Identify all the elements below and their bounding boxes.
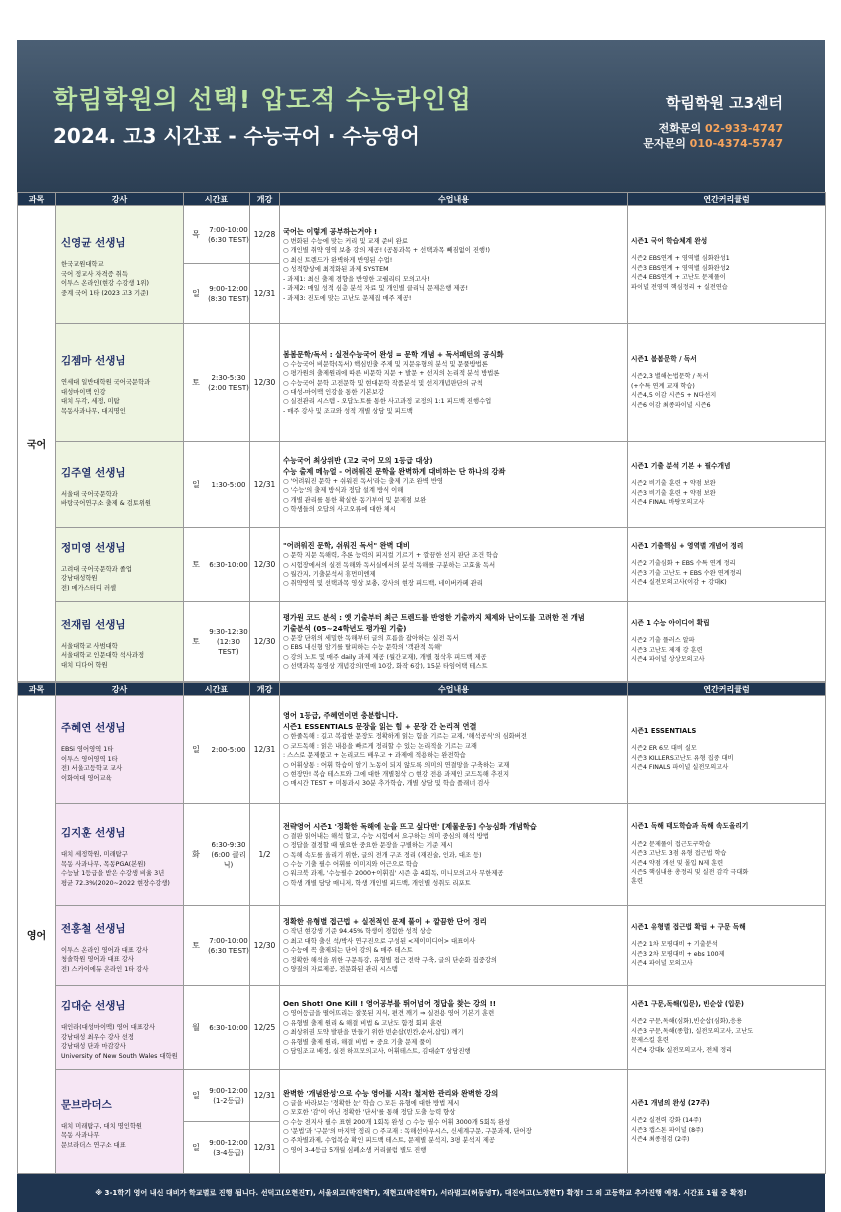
teacher-bio-line: 대성마이맥 인강: [61, 388, 106, 396]
content-line: ○ 실전관리 시스템 - 오답노트를 통한 사고과정 교정의 1:1 피드백 진행수업: [283, 398, 492, 406]
curriculum-line: 시즌4 강대k 실전모의고사, 전체 정리: [631, 1046, 733, 1054]
content-cell: [280, 804, 628, 906]
content-line: ○ 시험장에서의 실전 독해와 독서실에서의 분석 독해를 구분하는 고효율 독서: [283, 561, 496, 569]
content-line: 수능국어 최상위반 (고2 국어 모의 1등급 대상): [283, 455, 433, 465]
day: 월: [192, 1023, 200, 1032]
time-cell: [184, 324, 250, 442]
content-line: - 과제3: 진도에 맞는 고난도 문제집 매주 제공!: [283, 294, 412, 302]
curriculum-line: 시즌1 구문,독해(입문), 빈순삽 (입문): [631, 999, 744, 1008]
footer-notice: ※ 3-1학기 영어 내신 대비가 학교별로 진행 됩니다. 선덕고(오현진T), 서울외고(박진혁T), 재현고(박진혁T), 서라벌고(허동녕T), 대진여고(노정현T) 확정! 그 외 고등학교 추가진행 예정. 시간표 1월 중 확정!: [17, 1174, 825, 1212]
content-line: ○ 현장만! 복습 테스트와 그에 대한 개별첨삭 ○ 현강 전용 과제인 코드독해 추진지: [283, 770, 510, 778]
curriculum-line: 훈련: [631, 878, 643, 886]
curriculum-line: 시즌2 기출심화 + EBS 수특 연계 정리: [631, 560, 736, 568]
day: 일: [192, 480, 200, 489]
curriculum-line: 시즌3 캡스톤 파이널 (8주): [631, 1126, 704, 1134]
sub-title: 2024. 고3 시간표 - 수능국어 · 수능영어: [53, 124, 420, 148]
curriculum-line: 시즌3 KILLERS고난도 유형 집중 대비: [631, 754, 734, 762]
time-cell: [184, 1122, 250, 1174]
teacher-name: 신영균 선생님: [61, 237, 126, 249]
content-line: : 스스로 문제풀고 + 논리코드 배우고 + 과제에 적용하는 완전학습: [283, 752, 466, 760]
start-date: 12/31: [250, 264, 280, 324]
content-line: ○ 문학 지문 독해력, 추론 능력의 피지컬 기르기 + 깔끔한 선지 판단 조건 학습: [283, 552, 499, 560]
content-cell: [280, 602, 628, 682]
start-date: 12/28: [250, 206, 280, 264]
teacher-cell: [56, 804, 184, 906]
schedule-row: [18, 602, 826, 682]
content-line: ○ 학생들의 오답의 사고오류에 대한 체시: [283, 505, 396, 513]
content-line: ○ 수능국어 문학 고전문학 및 현대문학 작품분석 및 선지개념판단의 규칙: [283, 379, 483, 387]
content-line: ○ EBS 내신형 암기를 탈피하는 수능 문학의 '객관적 독해': [283, 644, 442, 652]
content-cell: [280, 324, 628, 442]
teacher-bio-line: 대인라(대성마이맥) 영어 대표강사: [61, 1024, 156, 1031]
col-curriculum: 연간커리큘럼: [628, 683, 826, 696]
curriculum-line: 시즌4 실전모의고사(이감 + 강대K): [631, 578, 727, 586]
content-line: ○ 수능 전지사 필수 표현 200개 1회독 완성 ○ 수능 필수 어휘 3000개 5회독 완성: [283, 1118, 511, 1126]
content-line: ○ 작년 현강생 기준 94.45% 학생이 경험한 성적 상승: [283, 928, 432, 936]
content-line: ○ 담임조교 배정, 실전 하프모의고사, 어휘테스트, 김대순T 상담진행: [283, 1048, 471, 1056]
teacher-bio-line: 서울대학교 사범대학: [61, 642, 118, 650]
start-date: 12/30: [250, 528, 280, 602]
teacher-bio-line: 수능날 1등급을 받은 수강생 비율 3년: [61, 870, 165, 877]
content-line: ○ '문법'과 '구문'의 마지막 정리 ○ 주교재 : 독해선아우시스, 신세계구문, 구문과제, 단어장: [283, 1128, 532, 1135]
curriculum-line: 시즌3 비기출 훈련 + 약점 보완: [631, 489, 716, 497]
content-line: ○ 영어등급을 떨어뜨리는 잘못된 지식, 편견 깨기 ⇒ 실전용 영어 기본기 훈련: [283, 1010, 495, 1018]
content-line: ○ 학생 개별 담당 매니저, 학생 개인별 피드백, 개인별 성취도 리포트: [283, 879, 471, 887]
curriculum-line: 시즌4 FINALS 파이널 실전모의고사: [631, 763, 729, 771]
curriculum-line: 시즌3 구문,독해(종합), 실전모의고사, 고난도: [631, 1027, 754, 1035]
curriculum-line: 시즌4 EBS연계 + 고난도 문제풀이: [631, 274, 726, 282]
header-banner: [17, 40, 825, 192]
time-range: 1:30-5:00: [211, 480, 246, 489]
content-line: ○ 월간지, 기출분석서 휴먼미엔제: [283, 571, 376, 578]
content-cell: [280, 206, 628, 324]
content-line: ○ 모호한 '감'이 아닌 정확한 '단서'를 통해 정답 도출 능력 향상: [283, 1109, 456, 1117]
content-line: 봄봄문학/독서 : 실전수능국어 완성 = 문학 개념 + 독서패턴의 공식화: [283, 349, 504, 359]
col-start: 개강: [250, 193, 280, 206]
content-cell: [280, 528, 628, 602]
day: 토: [192, 378, 200, 387]
teacher-cell: [56, 602, 184, 682]
col-subject: 과목: [18, 193, 56, 206]
center-name: 학림학원 고3센터: [665, 94, 783, 112]
curriculum-line: 시즌3 기출 고난도 + EBS 수완 연계정리: [631, 569, 742, 577]
day: 토: [192, 637, 200, 646]
teacher-name: 정미영 선생님: [61, 541, 126, 554]
curriculum-line: 시즌2 문제풀이 접근도구학습: [631, 840, 711, 848]
time-range: 9:00-12:00 (8:30 TEST): [208, 284, 249, 303]
curriculum-line: 시즌3 2차 모평대비 + ebs 100제: [631, 950, 725, 958]
content-line: ○ 주차별과제, 수업복습 확인 피드백 테스트, 문제별 분석지, 3평 분석지 제공: [283, 1137, 495, 1145]
day: 일: [192, 1143, 200, 1152]
content-line: ○ 독해 속도를 올리기 위한, 글의 전개 구조 정리 (재진술, 인과, 대조 등): [283, 851, 482, 859]
time-cell: [184, 206, 250, 264]
content-line: ○ 워크북 과제, '수능필수 2000+이휘집' 시즌 총 4회독, 미니모의고사 무한제공: [283, 870, 504, 878]
schedule-row: [18, 442, 826, 528]
content-line: 정확한 유형별 접근법 + 실전적인 문제 풀이 + 깔끔한 단어 정리: [283, 917, 487, 927]
teacher-bio-line: 대치 디다어 학원: [61, 661, 108, 669]
schedule-row: [18, 696, 826, 804]
teacher-bio-line: 연세대 일반대학원 국어국문학과: [61, 379, 151, 386]
curriculum-line: 시즌6 이감 최종파이널 시즌6: [631, 401, 711, 409]
content-line: ○ 문장 단위의 세밀한 독해부터 글의 흐름을 잡아하는 실전 독서: [283, 634, 459, 642]
teacher-bio-line: 문브라더스 연구소 대표: [61, 1141, 126, 1149]
content-line: ○ '어려워진 문학 + 쉬워진 독서'라는 출제 기조 완벽 반영: [283, 477, 443, 485]
day: 일: [192, 289, 200, 298]
content-line: 국어는 이렇게 공부하는거야 !: [283, 227, 378, 237]
teacher-bio-line: 대치 미래탐구, 대치 명인학원: [61, 1122, 142, 1130]
start-date: 12/30: [250, 906, 280, 986]
content-line: ○ 결판 읽어내는 해석 할고, 수능 시험에서 요구하는 의미 중심의 해석 방법: [283, 832, 489, 840]
curriculum-cell: [628, 804, 826, 906]
teacher-name: 전홍철 선생님: [61, 922, 126, 935]
time-cell: [184, 986, 250, 1070]
content-line: 수능 출제 메뉴얼 - 어려워진 문학을 완벽하게 대비하는 단 하나의 강좌: [283, 466, 506, 476]
teacher-bio-line: 이투스 온라인(현강 수강생 1위): [61, 280, 149, 287]
teacher-name: 김지훈 선생님: [61, 827, 126, 839]
content-line: ○ 개인별 취약 영역 보충 강의 제공! (공통과목 + 선택과목 빼짐없이 진행!): [283, 247, 490, 255]
col-time: 시간표: [184, 193, 250, 206]
content-line: ○ 대성-마이맥 인강을 통한 기본보강: [283, 389, 384, 396]
teacher-cell: [56, 986, 184, 1070]
curriculum-line: 시즌2 구문,독해(심화),빈순삽(심화),응용: [631, 1018, 743, 1026]
column-header-row: [18, 193, 826, 206]
start-date: 12/31: [250, 442, 280, 528]
time-range: 9:00-12:00 (1-2등급): [209, 1086, 248, 1105]
schedule-row: [18, 906, 826, 986]
day: 목: [192, 230, 200, 239]
curriculum-line: 시즌1 유형별 접근법 확립 + 구문 독해: [631, 922, 746, 931]
teacher-bio-line: 전) 스카이에듀 온라인 1타 강사: [61, 965, 149, 973]
day: 토: [192, 560, 200, 569]
day: 토: [192, 941, 200, 950]
content-line: ○ 정답을 결정할 때 필요한 중요한 문장을 구별하는 기준 제시: [283, 842, 453, 850]
time-range: 2:30-5:30 (2:00 TEST): [208, 373, 249, 392]
time-range: 9:00-12:00 (3-4등급): [209, 1138, 248, 1157]
content-cell: [280, 906, 628, 986]
content-cell: [280, 1070, 628, 1174]
teacher-bio-line: 청솔학원 영어과 대표 강사: [61, 956, 134, 964]
curriculum-line: 시즌3 고난도 3점 유형 접근법 학습: [631, 850, 727, 858]
curriculum-line: 시즌1 기출핵심 + 영역별 개념어 정리: [631, 541, 744, 550]
curriculum-cell: [628, 1070, 826, 1174]
content-line: ○ 변화된 수능에 맞는 커리 및 교재 준비 완료: [283, 238, 408, 246]
content-line: - 과제1: 최신 출제 경향을 반영한 고퀄리티 모의고사!: [283, 275, 430, 283]
content-line: 시즌1 ESSENTIALS 문장을 읽는 힘 + 문장 간 논리적 연결: [283, 722, 477, 732]
subject-cell: 국어: [18, 206, 56, 682]
teacher-name: 김주열 선생님: [61, 466, 126, 479]
curriculum-line: 시즌4 FINAL 바탕모의고사: [631, 498, 705, 506]
content-line: ○ 양질의 자료제공, 전문화된 관리 시스템: [283, 966, 398, 974]
teacher-bio-line: 이투스 온라인 영어과 대표 강사: [61, 946, 149, 954]
teacher-bio-line: 목동 사과나무: [61, 1132, 100, 1140]
col-teacher: 강사: [56, 193, 184, 206]
teacher-cell: [56, 906, 184, 986]
curriculum-line: 시즌4 최종점검 (2주): [631, 1135, 690, 1143]
main-title: 학림학원의 선택! 압도적 수능라인업: [53, 85, 472, 114]
time-cell: [184, 528, 250, 602]
content-line: ○ 선택과목 동영상 개념강의(연매 10강, 화작 6강), 15분 타임어택 테스트: [283, 662, 488, 670]
curriculum-line: 시즌4,5 이감 시즌5 + N다선지: [631, 392, 717, 400]
teacher-bio-line: 강남대성 최우수 강사 선정: [61, 1033, 134, 1041]
curriculum-line: 시즌3 고난도 제재 강 훈련: [631, 646, 703, 654]
phone-contact: 전화문의 02-933-4747: [658, 122, 783, 135]
timetable-sheet: [17, 40, 825, 1212]
time-range: 7:00-10:00 (6:30 TEST): [208, 225, 249, 244]
curriculum-line: 시즌2 실전력 강화 (14주): [631, 1117, 702, 1125]
col-time: 시간표: [184, 683, 250, 696]
curriculum-line: 문제스킬 훈련: [631, 1037, 669, 1045]
teacher-bio-line: 목동 사과나무, 목동PGA(본원): [61, 860, 146, 868]
teacher-bio-line: 강남대성 단과 마감강사: [61, 1043, 126, 1050]
teacher-cell: [56, 442, 184, 528]
curriculum-line: 시즌2 1차 모평대비 + 기출분석: [631, 941, 718, 949]
content-line: 기출분석 (05~24학년도 평가원 기출): [283, 623, 407, 633]
content-line: ○ 성적향상에 최적화된 과제 SYSTEM: [283, 266, 389, 274]
teacher-bio-line: 전) 메가스터디 러셀: [61, 584, 117, 592]
teacher-name: 문브라더스: [61, 1098, 112, 1111]
content-line: ○ 최상위권 도약 발판을 만들기 위한 빈순삽(빈칸,순서,삽입) 깨기: [283, 1029, 464, 1037]
content-line: ○ 최신 트렌드가 완벽하게 반영된 수업!: [283, 256, 393, 264]
curriculum-line: 시즌4 파이널 상상모의고사: [631, 655, 705, 663]
korean-table: [17, 192, 826, 682]
curriculum-line: 시즌2 EBS연계 + 영역별 심화완성1: [631, 255, 730, 263]
content-line: ○ 유형별 출제 원리 & 해결 비법 & 고난도 함정 회피 훈련: [283, 1019, 442, 1027]
curriculum-line: 시즌4 파이널 모의고사: [631, 959, 693, 967]
teacher-bio-line: 대치 두각, 세정, 미탐: [61, 398, 120, 405]
schedule-row: [18, 528, 826, 602]
start-date: 12/25: [250, 986, 280, 1070]
time-cell: [184, 442, 250, 528]
curriculum-line: 시즌1 ESSENTIALS: [631, 726, 697, 735]
col-curriculum: 연간커리큘럼: [628, 193, 826, 206]
content-cell: [280, 696, 628, 804]
teacher-cell: [56, 324, 184, 442]
teacher-cell: [56, 528, 184, 602]
day: 화: [192, 850, 200, 859]
curriculum-line: 시즌2,3 별해논법문학 / 독서: [631, 373, 709, 381]
content-cell: [280, 986, 628, 1070]
curriculum-line: 시즌 1 수능 아이디어 확립: [631, 618, 710, 627]
schedule-row: [18, 804, 826, 906]
teacher-bio-line: 대치 세정학원, 미래탐구: [61, 851, 128, 858]
time-cell: [184, 602, 250, 682]
col-teacher: 강사: [56, 683, 184, 696]
content-line: ○ 개별 관리를 통한 확실한 동기부여 및 문제점 보완: [283, 496, 427, 504]
content-line: - 매주 강사 및 조교와 성적 개별 상담 및 피드백: [283, 407, 413, 415]
time-range: 6:30-9:30 (6:00 클리닉): [211, 840, 246, 869]
content-line: ○ 수능국어 비문학(독서) 핵심빈출 주제 및 지문유형의 분석 및 문풀방법론: [283, 360, 488, 368]
start-date: 12/31: [250, 1122, 280, 1174]
curriculum-cell: [628, 528, 826, 602]
teacher-cell: [56, 1070, 184, 1174]
english-table: [17, 682, 826, 1174]
curriculum-line: (+수특 연계 교재 학습): [631, 382, 695, 390]
content-line: ○ 최고 대학 출신 석/박사 연구진으로 구성된 <제이미디어> 대표이사: [283, 937, 476, 945]
schedule-row: [18, 986, 826, 1070]
content-line: 평가원 코드 분석 : 옛 기출부터 최근 트렌드를 반영한 기출까지 체제와 난이도를 고려한 전 개념: [283, 612, 585, 622]
time-range: 2:00-5:00: [211, 745, 246, 754]
curriculum-line: 시즌1 개념의 완성 (27주): [631, 1098, 710, 1107]
curriculum-line: 시즌1 독해 태도학습과 독해 속도올리기: [631, 822, 749, 831]
schedule-row: [18, 324, 826, 442]
column-header-row: [18, 683, 826, 696]
time-range: 6:30-10:00: [209, 560, 248, 569]
content-line: ○ 정확한 해석을 위한 구문특강, 유형별 접근 전략 구축, 글의 단순화 집중강의: [283, 956, 497, 964]
teacher-bio-line: 평균 72.3%(2020~2022 현장수강생): [61, 879, 170, 887]
curriculum-cell: [628, 602, 826, 682]
content-line: Oen Shot! One Kill ! 영어공부를 뛰어넘어 정답을 찾는 강의 !!: [283, 999, 497, 1009]
content-line: ○ 평가원의 출제원리에 따른 비문학 지문 + 발문 + 선지의 논리적 분석 방법론: [283, 370, 500, 378]
curriculum-line: 파이널 전영역 핵심정리 + 실전연습: [631, 283, 728, 291]
teacher-cell: [56, 206, 184, 324]
start-date: 12/30: [250, 324, 280, 442]
content-line: ○ 취약영역 및 선택과목 영상 보충, 강사의 현장 피드백, 네이버카페 관리: [283, 580, 483, 588]
teacher-bio-line: 전) 서울고등학교 교사: [61, 765, 123, 772]
curriculum-cell: [628, 696, 826, 804]
text-contact: 문자문의 010-4374-5747: [643, 137, 783, 150]
curriculum-line: 시즌2 기출 플러스 알파: [631, 637, 695, 645]
content-line: ○ 코드독해 : 읽은 내용을 빠르게 정리할 수 있는 논리적을 기르는 교재: [283, 742, 477, 750]
curriculum-line: 시즌1 기출 분석 기본 + 필수개념: [631, 461, 731, 470]
time-cell: [184, 1070, 250, 1122]
curriculum-cell: [628, 986, 826, 1070]
content-line: ○ 유형별 출제 원리, 해결 비법 + 중요 기출 문제 풀이: [283, 1038, 432, 1046]
teacher-name: 전재림 선생님: [61, 618, 126, 631]
start-date: 12/30: [250, 602, 280, 682]
teacher-bio-line: University of New South Wales 대학원: [61, 1052, 178, 1060]
start-date: 12/31: [250, 1070, 280, 1122]
content-line: 영어 1등급, 주혜연이면 충분합니다.: [283, 711, 399, 721]
content-line: ○ 강의 노트 및 매주 daily 과제 제공 (월간교재), 개별 첨삭후 피드백 제공: [283, 653, 487, 661]
time-cell: [184, 696, 250, 804]
schedule-row: [18, 206, 826, 264]
curriculum-cell: [628, 324, 826, 442]
col-subject: 과목: [18, 683, 56, 696]
teacher-cell: [56, 696, 184, 804]
content-line: - 과제2: 매일 성적 심층 분석 자료 및 개인별 클리닉 문제은행 제공!: [283, 285, 469, 293]
time-cell: [184, 264, 250, 324]
time-range: 7:00-10:00 (6:30 TEST): [208, 936, 249, 955]
content-line: 전략영어 시즌1 '정확한 독해에 눈을 뜨고 싶다면' [제물운동] 수능심화 개념학습: [283, 821, 537, 831]
teacher-bio-line: 한국교원대학교: [61, 261, 104, 268]
time-cell: [184, 804, 250, 906]
content-line: "어려워진 문학, 쉬워진 독서" 완벽 대비: [283, 541, 410, 551]
time-cell: [184, 906, 250, 986]
teacher-bio-line: 이투스 영어영역 1타: [61, 755, 118, 763]
col-start: 개강: [250, 683, 280, 696]
curriculum-cell: [628, 442, 826, 528]
teacher-bio-line: 고려대 국어국문학과 졸업: [61, 565, 132, 573]
curriculum-line: 시즌2 비기출 훈련 + 약점 보완: [631, 480, 716, 488]
curriculum-line: 시즌4 약점 개선 및 몰입 N제 훈련: [631, 859, 724, 867]
curriculum-line: 시즌5 핵심내용 총정리 및 실전 감각 극대화: [631, 868, 749, 876]
content-line: ○ 어휘상통 : 어휘 학습이 암기 노동이 되지 않도록 의미의 연결망을 구축하는 교재: [283, 761, 510, 769]
teacher-bio-line: 중계 국어 1타 (2023 고3 기준): [61, 289, 149, 297]
content-line: 완벽한 '개념완성'으로 수능 영어를 시작! 철저한 관리와 완벽한 강의: [283, 1088, 499, 1098]
content-line: ○ 영어 3-4등급 5개월 심폐소생 커리큘럼 별도 진행: [283, 1146, 427, 1154]
content-line: ○ 수능 기출 필수 어휘를 이미지와 어근으로 학습: [283, 861, 419, 868]
start-date: 12/31: [250, 696, 280, 804]
teacher-bio-line: 바탕국어연구소 출제 & 검토위원: [61, 500, 151, 507]
curriculum-line: 시즌3 EBS연계 + 영역별 심화완성2: [631, 264, 730, 272]
teacher-bio-line: EBSi 영어영역 1타: [61, 746, 114, 753]
content-line: ○ 한줄독해 : 길고 복잡한 문장도 정확하게 읽는 힘을 기르는 교재, '해석공식'의 심화버전: [283, 733, 527, 741]
day: 일: [192, 745, 200, 754]
subject-cell: 영어: [18, 696, 56, 1174]
content-line: ○ 글을 바라보는 '정확한 눈' 학습 ○ 모든 유형에 대한 방법 제시: [283, 1099, 460, 1107]
teacher-bio-line: 목동사과나무, 대지명인: [61, 407, 126, 415]
curriculum-line: 시즌2 ER 6모 대비 실모: [631, 745, 697, 753]
col-content: 수업내용: [280, 683, 628, 696]
teacher-bio-line: 국어 정교사 자격증 취득: [61, 270, 128, 278]
start-date: 1/2: [250, 804, 280, 906]
teacher-bio-line: 이화여대 영어교육: [61, 774, 112, 782]
teacher-name: 김대순 선생님: [61, 1000, 126, 1012]
curriculum-cell: [628, 206, 826, 324]
day: 일: [192, 1091, 200, 1100]
teacher-name: 김젬마 선생님: [61, 355, 126, 367]
teacher-bio-line: 강남대성학원: [61, 575, 98, 583]
content-cell: [280, 442, 628, 528]
teacher-bio-line: 서울대 국어국문학과: [61, 490, 118, 498]
teacher-bio-line: 서울대학교 인문대학 석사과정: [61, 652, 145, 660]
content-line: ○ '수능'의 출제 방식과 정답 설계 방식 이해: [283, 487, 404, 495]
time-range: 9:30-12:30 (12:30 TEST): [209, 627, 248, 656]
time-range: 6:30-10:00: [209, 1023, 248, 1032]
curriculum-line: 시즌1 봄봄문학 / 독서: [631, 354, 697, 363]
col-content: 수업내용: [280, 193, 628, 206]
curriculum-line: 시즌1 국어 학습체계 완성: [631, 236, 708, 245]
content-line: ○ 매시간 TEST + 미통과시 30분 추가학습, 개별 상담 및 학습 플래너 검사: [283, 780, 490, 788]
schedule-row: [18, 1070, 826, 1122]
content-line: ○ 수능에 꼭 출제되는 단어 강의 & 매주 테스트: [283, 947, 413, 955]
teacher-name: 주혜연 선생님: [61, 722, 126, 734]
curriculum-cell: [628, 906, 826, 986]
